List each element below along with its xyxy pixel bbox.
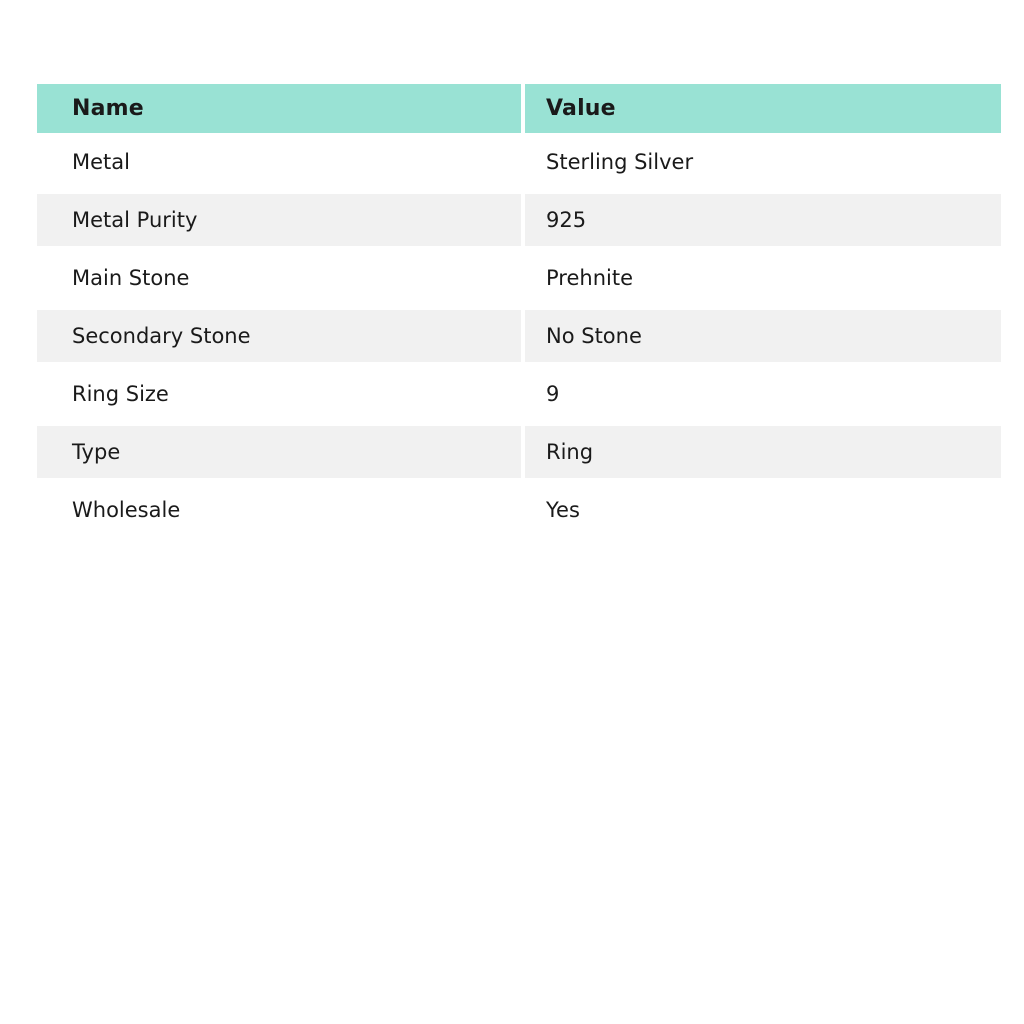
row-ring-size-value-cell: 9 <box>525 365 1001 423</box>
row-type-value-cell: Ring <box>525 423 1001 481</box>
row-metal-purity-name-cell: Metal Purity <box>37 191 525 249</box>
row-secondary-stone-name-cell: Secondary Stone <box>37 307 525 365</box>
row-wholesale-name-cell: Wholesale <box>37 481 525 539</box>
row-main-stone-name-cell: Main Stone <box>37 249 525 307</box>
row-metal-purity-value-cell: 925 <box>525 191 1001 249</box>
row-metal-name-cell: Metal <box>37 133 525 191</box>
row-type-name-cell: Type <box>37 423 525 481</box>
table-header-name: Name <box>37 84 525 133</box>
row-wholesale-value-cell: Yes <box>525 481 1001 539</box>
row-metal-value-cell: Sterling Silver <box>525 133 1001 191</box>
row-ring-size-name-cell: Ring Size <box>37 365 525 423</box>
spec-table <box>37 84 1001 539</box>
row-main-stone-value-cell: Prehnite <box>525 249 1001 307</box>
row-secondary-stone-value-cell: No Stone <box>525 307 1001 365</box>
table-header-value: Value <box>525 84 1001 133</box>
